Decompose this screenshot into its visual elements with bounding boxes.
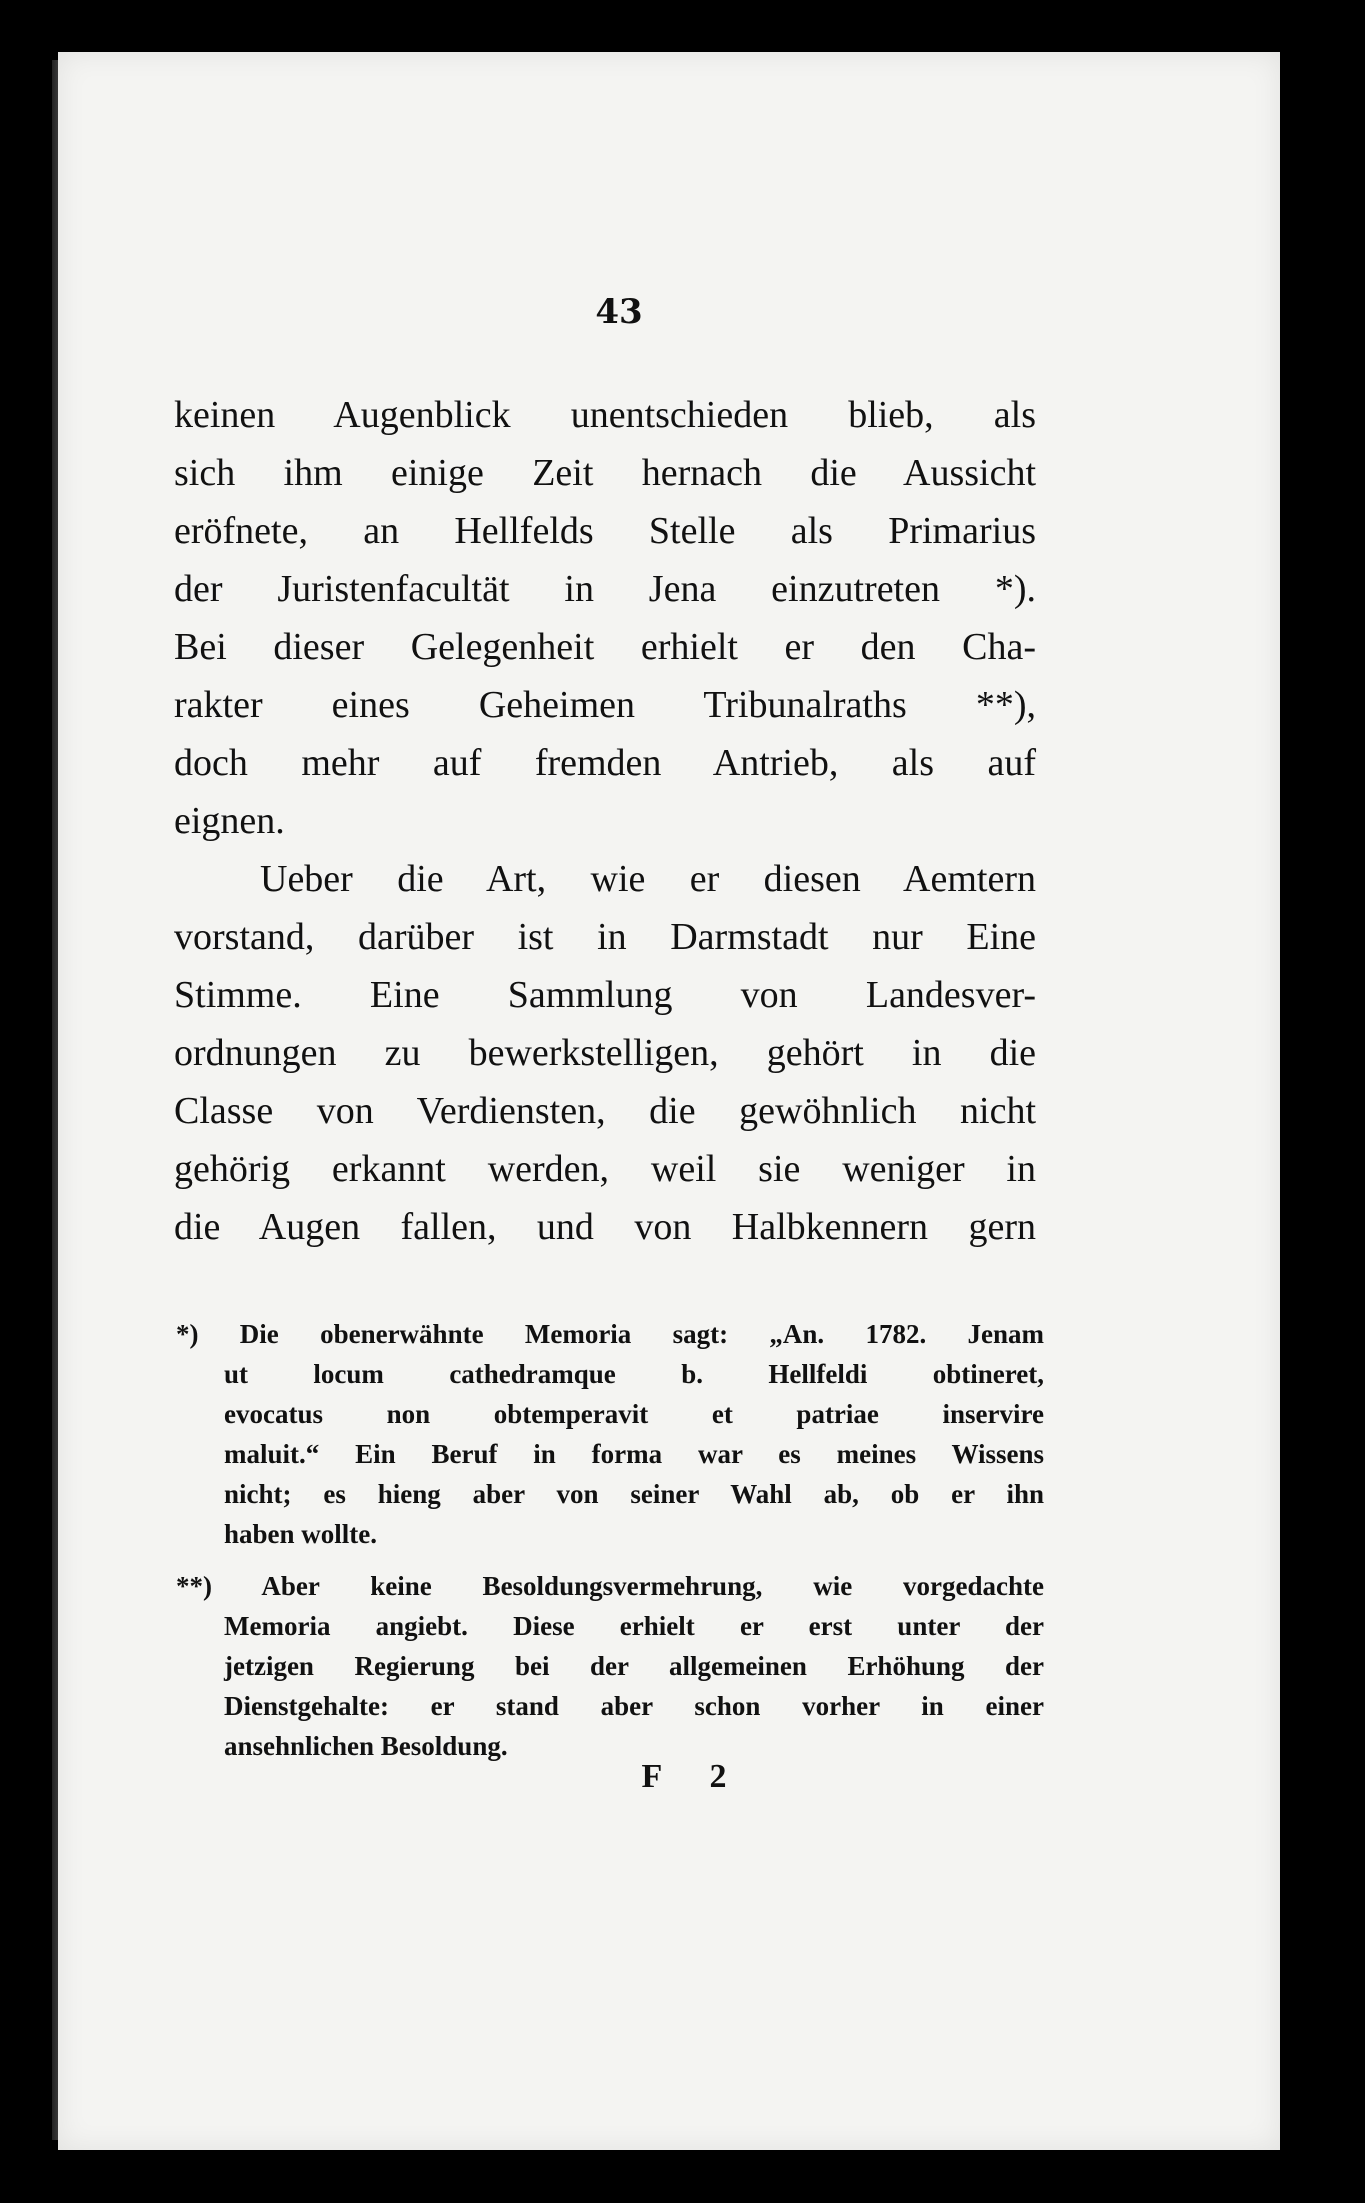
footnote-line: Memoria angiebt. Diese erhielt er erst unter der (224, 1611, 1044, 1641)
text-line: der Juristenfacultät in Jena einzutreten *). (174, 568, 1036, 610)
text-line: gehörig erkannt werden, weil sie weniger in (174, 1148, 1036, 1190)
footnote-line: jetzigen Regierung bei der allgemeinen Erhöhung der (224, 1651, 1044, 1681)
footnote-line: ut locum cathedramque b. Hellfeldi obtineret, (224, 1359, 1044, 1389)
text-line: keinen Augenblick unentschieden blieb, als (174, 394, 1036, 436)
page-number: 43 (595, 292, 643, 332)
footnote-line: nicht; es hieng aber von seiner Wahl ab, ob er ihn (224, 1479, 1044, 1509)
book-page (58, 52, 1280, 2150)
text-line: die Augen fallen, und von Halbkennern gern (174, 1206, 1036, 1248)
footnote-line: evocatus non obtemperavit et patriae inservire (224, 1399, 1044, 1429)
text-line: Ueber die Art, wie er diesen Aemtern (260, 858, 1036, 900)
footnote-line: Dienstgehalte: er stand aber schon vorher in einer (224, 1691, 1044, 1721)
text-line: Classe von Verdiensten, die gewöhnlich nicht (174, 1090, 1036, 1132)
footnote-line: haben wollte. (224, 1519, 378, 1549)
main-text (174, 386, 1036, 1256)
text-line: sich ihm einige Zeit hernach die Aussicht (174, 452, 1036, 494)
text-line: eignen. (174, 800, 285, 842)
text-line: doch mehr auf fremden Antrieb, als auf (174, 742, 1036, 784)
footnote-line: *) Die obenerwähnte Memoria sagt: „An. 1782. Jenam (176, 1319, 1044, 1349)
footnote-line: maluit.“ Ein Beruf in forma war es meines Wissens (224, 1439, 1044, 1469)
signature-mark: F 2 (641, 1758, 727, 1795)
footnotes (176, 1314, 1044, 1766)
footnote-line: ansehnlichen Besoldung. (224, 1731, 508, 1761)
text-line: rakter eines Geheimen Tribunalraths **), (174, 684, 1036, 726)
text-line: Stimme. Eine Sammlung von Landesver- (174, 974, 1036, 1016)
footnote-line: **) Aber keine Besoldungsvermehrung, wie vorgedachte (176, 1571, 1044, 1601)
text-line: Bei dieser Gelegenheit erhielt er den Cha- (174, 626, 1036, 668)
text-line: eröfnete, an Hellfelds Stelle als Primarius (174, 510, 1036, 552)
text-line: ordnungen zu bewerkstelligen, gehört in die (174, 1032, 1036, 1074)
text-line: vorstand, darüber ist in Darmstadt nur Eine (174, 916, 1036, 958)
